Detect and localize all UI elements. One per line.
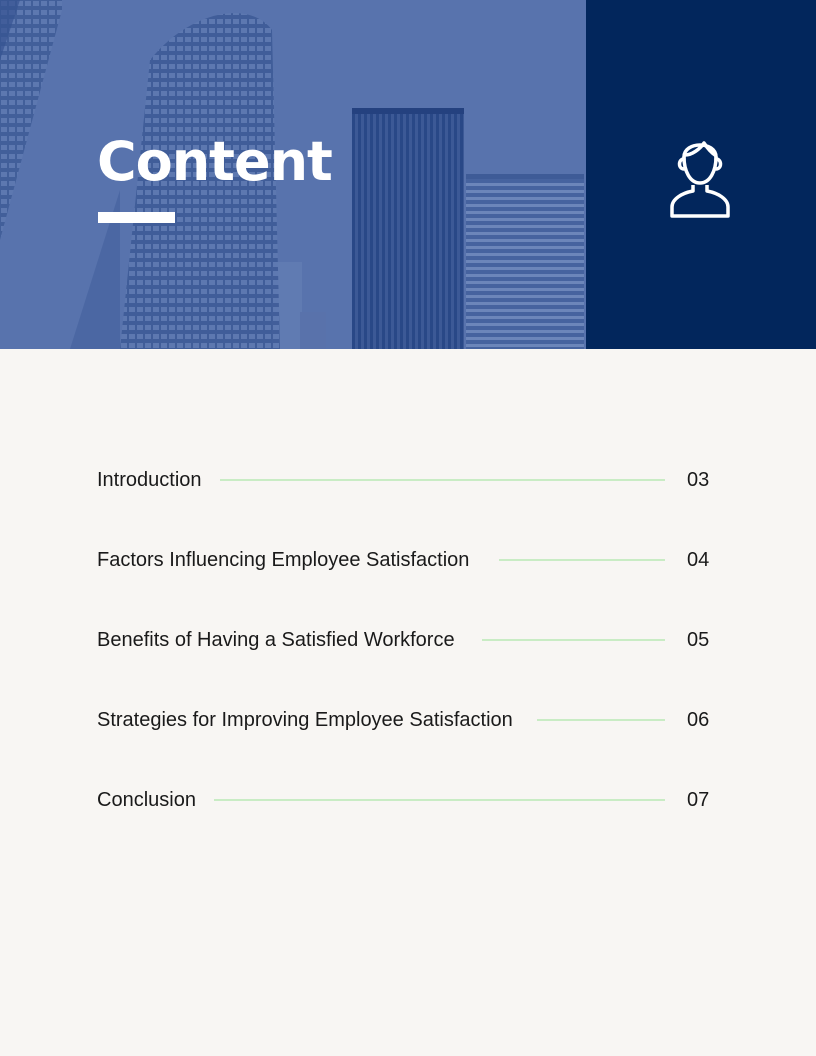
leader-line xyxy=(537,719,665,721)
toc-item-label: Conclusion xyxy=(97,788,196,811)
toc-page-number: 05 xyxy=(687,628,710,651)
toc-item-label: Strategies for Improving Employee Satisfaction xyxy=(97,708,513,731)
toc-item-conclusion[interactable] xyxy=(97,778,713,858)
toc-item-introduction[interactable] xyxy=(97,458,713,538)
toc-item-label: Benefits of Having a Satisfied Workforce xyxy=(97,628,455,651)
toc-page-number: 07 xyxy=(687,788,710,811)
toc-item-label: Factors Influencing Employee Satisfaction xyxy=(97,548,470,571)
leader-line xyxy=(214,799,665,801)
toc-page-number: 04 xyxy=(687,548,710,571)
title-underline xyxy=(98,212,175,223)
toc-page-number: 06 xyxy=(687,708,710,731)
person-outline-icon xyxy=(668,131,732,219)
table-of-contents xyxy=(97,458,713,858)
toc-item-benefits[interactable] xyxy=(97,618,713,698)
leader-line xyxy=(499,559,665,561)
leader-line xyxy=(220,479,665,481)
page-title: Content xyxy=(97,130,332,193)
toc-item-factors[interactable] xyxy=(97,538,713,618)
toc-item-strategies[interactable] xyxy=(97,698,713,778)
hero-banner xyxy=(0,0,586,349)
toc-page-number: 03 xyxy=(687,468,710,491)
toc-item-label: Introduction xyxy=(97,468,202,491)
leader-line xyxy=(482,639,665,641)
